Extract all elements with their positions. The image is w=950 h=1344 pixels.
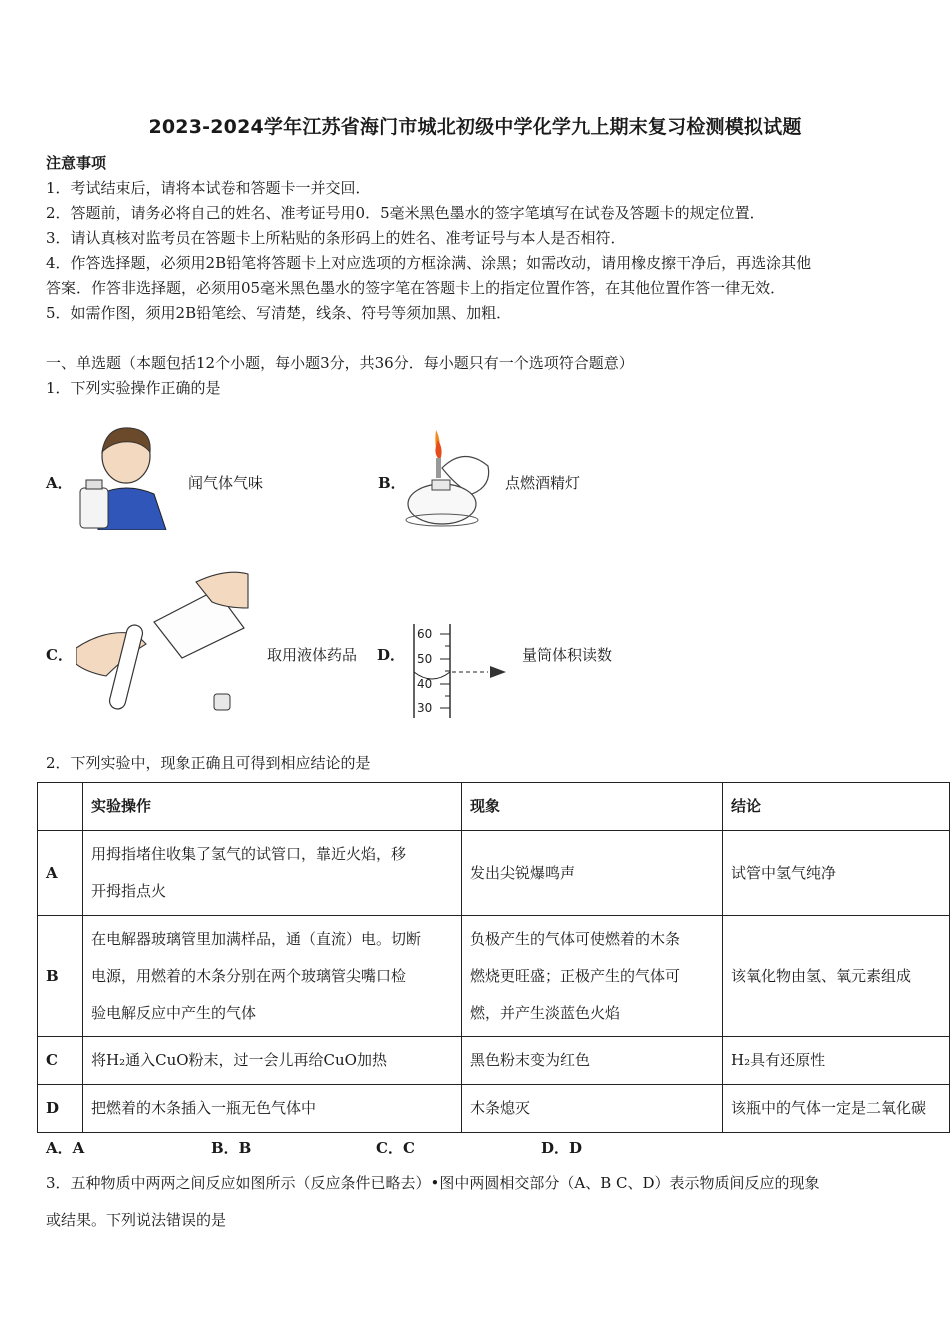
option-b-label: 点燃酒精灯: [505, 474, 581, 492]
table-header: [38, 783, 83, 831]
cell-line: 在电解器玻璃管里加满样品，通（直流）电。切断: [91, 929, 422, 948]
cell-line: 木条熄灭: [470, 1099, 531, 1117]
table-header-row: [38, 783, 950, 831]
cell-line: 负极产生的气体可使燃着的木条: [470, 929, 681, 948]
table-row: [38, 916, 950, 1037]
cylinder-tick-label: 30: [417, 701, 433, 715]
cell-line: 将H₂通入CuO粉末，过一会儿再给CuO加热: [91, 1051, 387, 1069]
question-3-line: 或结果。下列说法错误的是: [46, 1211, 227, 1229]
cell-line: 把燃着的木条插入一瓶无色气体中: [91, 1099, 317, 1117]
cell-line: 燃烧更旺盛；正极产生的气体可: [470, 966, 681, 985]
pouring-liquid-illustration: [76, 568, 252, 716]
cell-line: 燃，并产生淡蓝色火焰: [470, 1003, 621, 1022]
cell-line: 电源，用燃着的木条分别在两个玻璃管尖嘴口检: [91, 966, 407, 985]
option-a-label: 闻气体气味: [188, 474, 264, 492]
smelling-gas-illustration: [78, 422, 170, 530]
table-header: 结论: [723, 783, 950, 831]
question-1-stem: 1．下列实验操作正确的是: [46, 379, 221, 397]
cell-line: 该氧化物由氢、氧元素组成: [731, 966, 912, 985]
table-header: 现象: [462, 783, 723, 831]
notice-item: 3．请认真核对监考员在答题卡上所粘贴的条形码上的姓名、准考证号与本人是否相符．: [46, 229, 626, 247]
notice-item: 2．答题前，请务必将自己的姓名、准考证号用0．5毫米黑色墨水的签字笔填写在试卷及答题卡的规定位置．: [46, 204, 765, 222]
answer-option-d: D．D: [541, 1139, 583, 1157]
cell-line: H₂具有还原性: [731, 1051, 826, 1069]
notice-item: 答案．作答非选择题，必须用05毫米黑色墨水的签字笔在答题卡上的指定位置作答，在其他位置作答一律无效．: [46, 279, 786, 297]
section-heading: 一、单选题（本题包括12个小题，每小题3分，共36分．每小题只有一个选项符合题意）: [46, 354, 634, 372]
row-key: C: [38, 1037, 83, 1085]
cell-line: 用拇指堵住收集了氢气的试管口，靠近火焰，移: [91, 845, 407, 863]
alcohol-lamp-illustration: [402, 428, 498, 532]
row-key: B: [38, 916, 83, 1037]
cylinder-tick-label: 60: [417, 627, 433, 641]
row-key: A: [38, 831, 83, 916]
answer-option-c: C．C: [376, 1139, 415, 1157]
question-3-line: 3．五种物质中两两之间反应如图所示（反应条件已略去）•图中两圆相交部分（A、B C、D）表示物质间反应的现象: [46, 1174, 820, 1192]
option-d-label: 量筒体积读数: [522, 646, 613, 664]
notice-item: 4．作答选择题，必须用2B铅笔将答题卡上对应选项的方框涂满、涂黑；如需改动，请用橡皮擦干净后，再选涂其他: [46, 254, 812, 272]
question-2-stem: 2．下列实验中，现象正确且可得到相应结论的是: [46, 754, 371, 772]
cell-line: 开拇指点火: [91, 882, 167, 900]
notice-item: 5．如需作图，须用2B铅笔绘、写清楚，线条、符号等须加黑、加粗．: [46, 304, 512, 322]
table-row: [38, 1037, 950, 1085]
cell-line: 试管中氢气纯净: [731, 863, 837, 882]
cylinder-tick-label: 40: [417, 677, 433, 691]
experiment-table: [37, 782, 950, 1133]
notice-item: 1．考试结束后，请将本试卷和答题卡一并交回．: [46, 179, 371, 197]
cell-line: 验电解反应中产生的气体: [91, 1003, 257, 1022]
option-b-key: B．: [378, 474, 406, 492]
cell-line: 黑色粉末变为红色: [470, 1051, 591, 1069]
table-header: 实验操作: [83, 783, 462, 831]
graduated-cylinder-illustration: [410, 622, 514, 720]
option-a-key: A．: [46, 474, 73, 492]
option-c-key: C．: [46, 646, 73, 664]
answer-option-a: A．A: [46, 1139, 85, 1157]
answer-option-b: B．B: [211, 1139, 252, 1157]
cylinder-tick-label: 50: [417, 652, 433, 666]
row-key: D: [38, 1085, 83, 1133]
page-title: 2023-2024学年江苏省海门市城北初级中学化学九上期末复习检测模拟试题: [148, 116, 802, 138]
table-row: [38, 1085, 950, 1133]
cell-line: 发出尖锐爆鸣声: [470, 863, 576, 882]
option-d-key: D．: [377, 646, 406, 664]
cell-line: 该瓶中的气体一定是二氧化碳: [731, 1099, 927, 1117]
option-c-label: 取用液体药品: [267, 646, 358, 664]
table-row: [38, 831, 950, 916]
notice-heading: 注意事项: [46, 154, 107, 172]
